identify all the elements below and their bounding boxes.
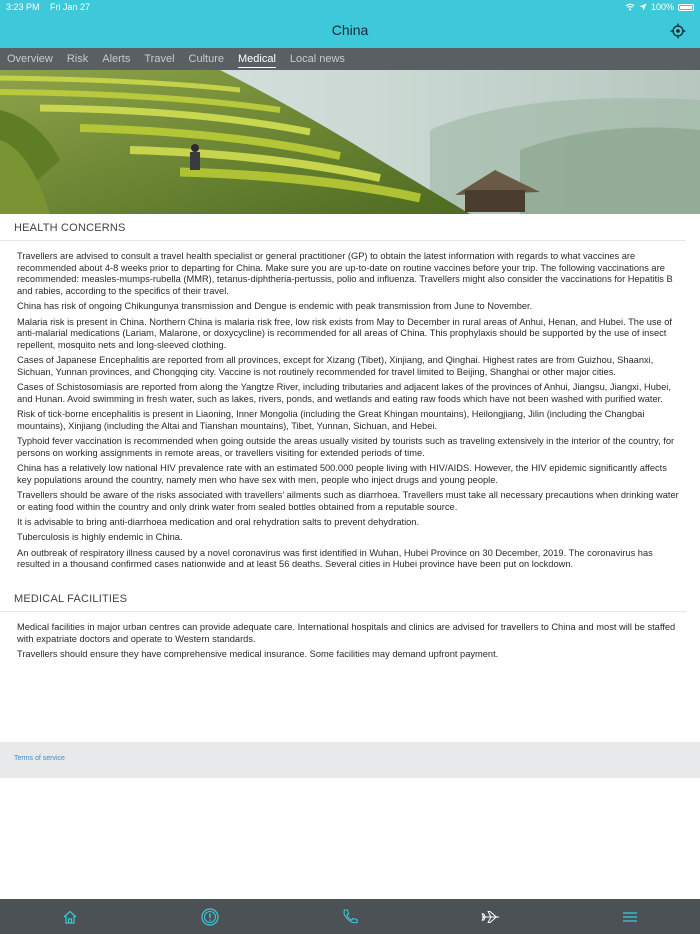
facilities-paragraph: Travellers should ensure they have comprehensive medical insurance. Some facilities may demand upfront payment. <box>17 649 499 659</box>
menu-icon[interactable] <box>620 907 640 927</box>
crosshair-icon[interactable] <box>670 23 686 39</box>
tab-medical[interactable]: Medical <box>238 48 276 70</box>
bottom-tab-bar <box>0 899 700 934</box>
health-paragraph: An outbreak of respiratory illness caused by a novel coronavirus was first identified in Wuhan, Hubei Province on 30 December, 2019. The coronavirus has resulted in a thousand confirmed cases nationwide and at least 56 deaths. Several cities in Hubei province have been put on lockdown. <box>17 547 653 570</box>
health-paragraph: Typhoid fever vaccination is recommended when going outside the areas usually visited by tourists such as traveling extensively in the interior of the country, for persons on working assignments in remote areas, or travellers visiting for extended periods of time. <box>17 436 675 458</box>
terms-of-service-link[interactable]: Terms of service <box>14 755 65 762</box>
footer <box>0 742 700 778</box>
status-date: Fri Jan 27 <box>50 2 91 12</box>
health-concerns-body <box>0 241 700 571</box>
health-paragraph: Cases of Japanese Encephalitis are reported from all provinces, except for Xizang (Tibet), Xinjiang, and Qinghai. Highest rates are from Guizhou, Shaanxi, Sichuan, Yunnan provinces, and Chongqing city. Vaccine is not routinely recommended for travel limited to Beijing, Shanghai or other major cities. <box>17 355 654 377</box>
airplane-icon[interactable] <box>480 907 500 927</box>
tab-risk[interactable]: Risk <box>66 53 89 65</box>
health-concerns-title: HEALTH CONCERNS <box>14 222 126 234</box>
tab-travel[interactable]: Travel <box>144 53 175 65</box>
phone-icon[interactable] <box>340 907 360 927</box>
battery-percent: 100% <box>650 2 674 12</box>
health-paragraph: Risk of tick-borne encephalitis is present in Liaoning, Inner Mongolia (including the Great Khingan mountains), Heilongjiang, Jilin (including the Changbai mountains), Xinjiang (including the Altai and Tianshan mountains), Tibet, Yunnan, Sichuan, and Hebei. <box>17 409 645 431</box>
location-arrow-icon <box>639 3 647 11</box>
section-tabs <box>0 48 700 70</box>
wifi-icon <box>625 3 635 11</box>
home-icon[interactable] <box>60 907 80 927</box>
tab-overview[interactable]: Overview <box>7 53 53 65</box>
health-paragraph: China has risk of ongoing Chikungunya transmission and Dengue is endemic with peak transmission from June to November. <box>17 301 533 312</box>
battery-icon <box>678 4 694 11</box>
hero-image <box>0 70 700 214</box>
tab-local-news[interactable]: Local news <box>289 53 345 65</box>
medical-facilities-title: MEDICAL FACILITIES <box>14 593 128 606</box>
health-paragraph: It is advisable to bring anti-diarrhoea medication and oral rehydration salts to prevent dehydration. <box>17 517 420 528</box>
health-paragraph: Travellers should be aware of the risks associated with travellers’ ailments such as diarrhoea. Travellers must take all necessary precautions when drinking water or eating food within the country and only drink water from sealed bottles obtained from a reputable source. <box>17 490 679 512</box>
medical-facilities-body <box>0 612 700 661</box>
medical-content <box>0 214 700 664</box>
health-paragraph: Travellers are advised to consult a travel health specialist or general practitioner (GP) to obtain the latest information with regards to what vaccines are recommended about 4-8 weeks prior to departing for China. Make sure you are up-to-date on routine vaccines before your trip. The following vaccinations are recommended: measles-mumps-rubella (MMR), tetanus-diphtheria-pertussis, polio and influenza. Travellers might also consider the vaccinations for Hepatitis B and rabies, according to the specifics of their travel. <box>17 251 673 296</box>
health-paragraph: Cases of Schistosomiasis are reported from along the Yangtze River, including tributaries and adjacent lakes of the provinces of Anhui, Jiangsu, Jiangxi, Hubei, and Hunan. Avoid swimming in fresh water, such as lakes, rivers, ponds, and wetlands and eating raw foods which have not been washed with purified water. <box>17 382 671 404</box>
alert-icon[interactable] <box>200 907 220 927</box>
health-paragraph: Malaria risk is present in China. Northern China is malaria risk free, low risk exists from May to December in rural areas of Anhui, Henan, and Hubei. The use of anti-malarial medications (Lariam, Malarone, or doxycycline) is recommended for all areas of China. This prophylaxis should be supported by the use of insect repellent, mosquito nets and long-sleeved clothing. <box>17 316 673 350</box>
status-bar <box>0 0 700 14</box>
nav-bar <box>0 14 700 48</box>
facilities-paragraph: Medical facilities in major urban centres can provide adequate care. International hospitals and clinics are advised for travellers to China and most will be staffed with expatriate doctors and operate to Western standards. <box>17 622 676 644</box>
health-paragraph: Tuberculosis is highly endemic in China. <box>17 532 183 543</box>
page-title: China <box>331 22 369 38</box>
status-time: 3:23 PM <box>6 2 40 12</box>
tab-alerts[interactable]: Alerts <box>102 53 131 65</box>
health-concerns-heading <box>0 214 686 241</box>
health-paragraph: China has a relatively low national HIV prevalence rate with an estimated 500.000 people living with HIV/AIDS. However, the HIV epidemic significantly affects key populations around the country, namely men who have sex with men, people who inject drugs and young people. <box>17 463 667 485</box>
medical-facilities-heading <box>0 585 686 612</box>
tab-culture[interactable]: Culture <box>188 53 224 65</box>
